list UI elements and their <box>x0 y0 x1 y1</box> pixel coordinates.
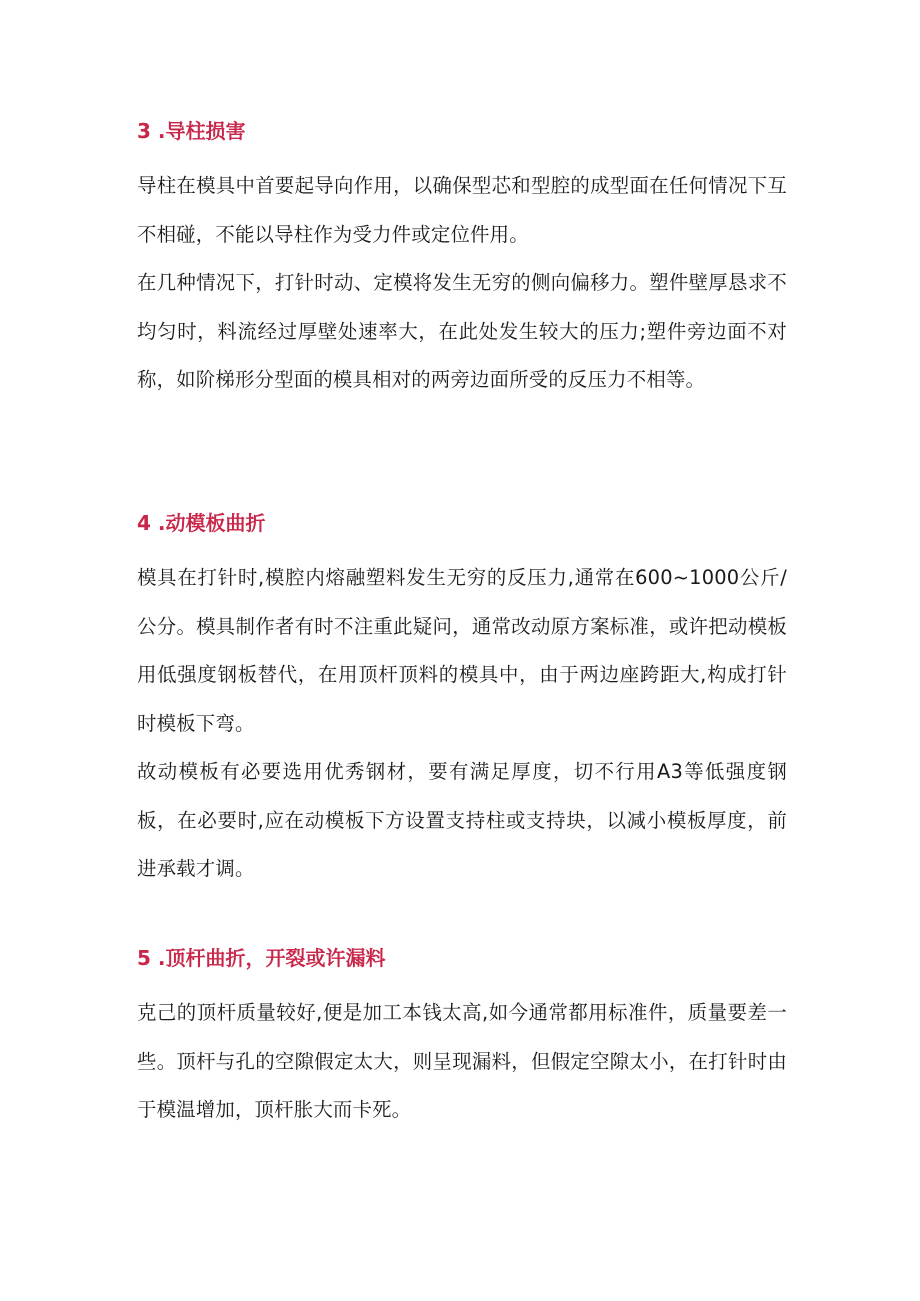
section-paragraph: 导柱在模具中首要起导向作用，以确保型芯和型腔的成型面在任何情况下互不相碰，不能以导柱作为受力件或定位件用。 <box>137 174 787 246</box>
section-paragraph: 模具在打针时,模腔内熔融塑料发生无穷的反压力,通常在600~1000公斤/公分。模具制作者有时不注重此疑问，通常改动原方案标准，或许把动模板用低强度钢板替代，在用顶杆顶料的模具中，由于两边座跨距大,构成打针时模板下弯。 <box>137 566 787 735</box>
section-heading: 3 .导柱损害 <box>137 119 246 143</box>
section-paragraph: 在几种情况下，打针时动、定模将发生无穷的侧向偏移力。塑件壁厚恳求不均匀时，料流经过厚壁处速率大，在此处发生较大的压力;塑件旁边面不对称，如阶梯形分型面的模具相对的两旁边面所受的反压力不相等。 <box>137 271 787 391</box>
section-heading: 5 .顶杆曲折，开裂或许漏料 <box>137 946 386 970</box>
section-moving-plate-bending <box>137 508 787 894</box>
section-paragraph: 故动模板有必要选用优秀钢材，要有满足厚度，切不行用A3等低强度钢板，在必要时,应在动模板下方设置支持柱或支持块，以减小模板厚度，前进承载才调。 <box>137 760 787 880</box>
section-heading: 4 .动模板曲折 <box>137 511 266 535</box>
section-ejector-pin-issues <box>137 943 787 1135</box>
section-guide-pillar-damage <box>137 116 787 405</box>
section-paragraph: 克己的顶杆质量较好,便是加工本钱太高,如今通常都用标准件，质量要差一些。顶杆与孔的空隙假定太大，则呈现漏料，但假定空隙太小，在打针时由于模温增加，顶杆胀大而卡死。 <box>137 1001 787 1121</box>
